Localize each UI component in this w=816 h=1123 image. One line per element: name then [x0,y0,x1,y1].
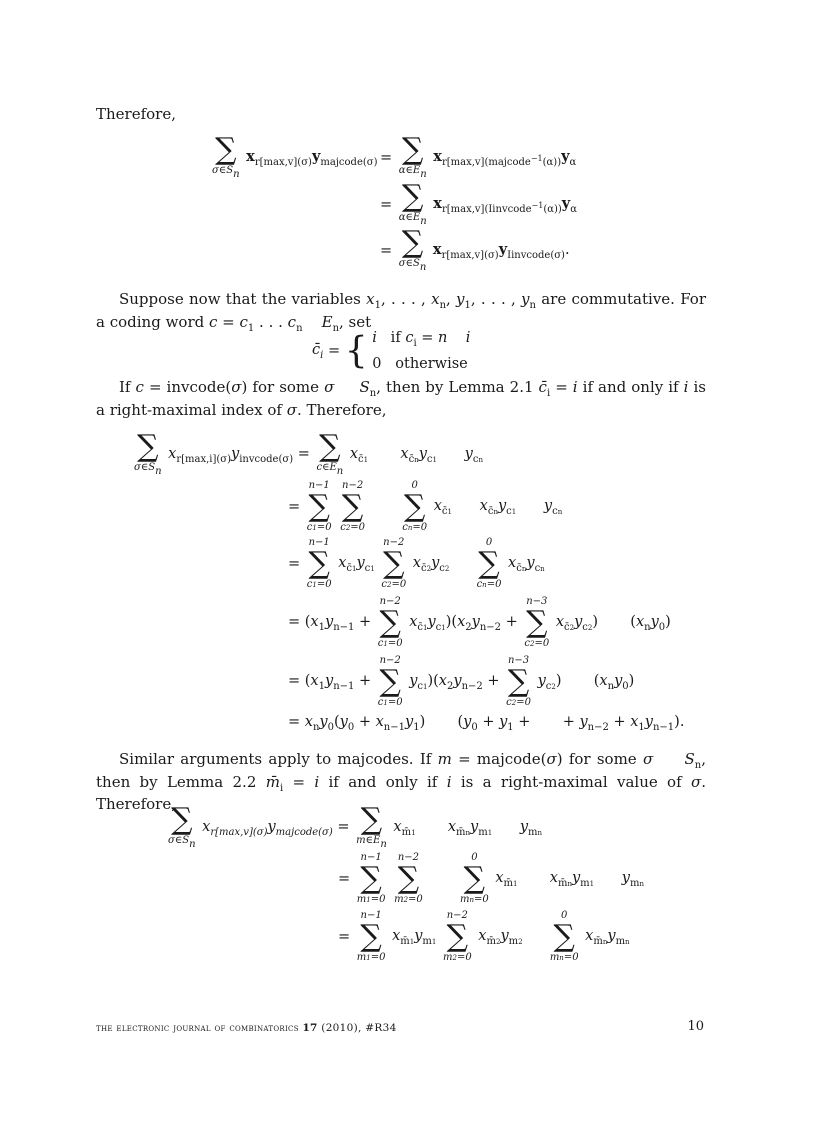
eq3-line1: ∑ σ∈Sn $x_{r[max,v](\sigma)}y_{majcode(\sigma)}$ = ∑ m∈En $x_{m̄1}$ $x_{m̄n}y_{m1}$ $y_{mn}$ [168,802,543,850]
paragraph-1: Suppose now that the variables $x_1$, . . . , $x_n$, $y_1$, . . . , $y_n$ are commutative. For a coding word $c = c_1$ . . . $c_n$ $E_n$, set [96,290,706,334]
eq1-line2: = ∑ α∈En $x_{r[max,v](Iinvcode^{-1}(\alpha))}y_\alpha$ [380,179,577,227]
case-2: 0 otherwise [372,356,468,372]
eq2-line6: = $x_ny_0(y_0 + x_{n-1}y_1)$ ($y_0 + y_1$ + + $y_{n-2} + x_1y_{n-1}$). [288,714,685,733]
journal-volume: 17 [302,1022,318,1034]
eq2-line5: = ($x_1y_{n-1}$ + n−2 ∑ c1=0 $y_{c1})(x_2y_{n-2}$ + n−3 ∑ c2=0 $y_{c2}$) $(x_ny_0)$ [288,655,635,708]
journal-footer [96,1022,397,1034]
intro-text: Therefore, [96,105,176,123]
eq3-line2: = n−1 ∑ m1=0 n−2 ∑ m2=0 0 ∑ mn=0 $x_{m̄1}$ $x_{m̄n}y_{m1}$ $y_{mn}$ [338,852,644,905]
eq3-line3: = n−1 ∑ m1=0 $x_{m̄1}y_{m1}$ n−2 ∑ m2=0 $x_{m̄2}y_{m2}$ 0 ∑ mn=0 $x_{m̄n}y_{mn}$ [338,910,630,963]
eq1-line1: ∑ σ∈Sn $x_{r[max,v](\sigma)}y_{majcode(\sigma)}$ [212,132,378,180]
cases-definition: $c̄_i$ = { i if $c_i = n$ i 0 otherwise [312,330,471,372]
page-number: 10 [687,1019,704,1034]
eq2-line4: = ($x_1y_{n-1}$ + n−2 ∑ c1=0 $x_{c̄1}y_{c1})(x_2y_{n-2}$ + n−3 ∑ c2=0 $x_{c̄2}y_{c2}$) $(x_ny_0)$ [288,596,671,649]
journal-name: the electronic journal of combinatorics [96,1022,299,1034]
journal-year-issue: (2010), #R34 [321,1022,397,1034]
case-1: i if $c_i = n$ i [372,330,471,349]
eq2-line3: = n−1 ∑ c1=0 $x_{c̄1}y_{c1}$ n−2 ∑ c2=0 $x_{c̄2}y_{c2}$ 0 ∑ cn=0 $x_{c̄n}y_{cn}$ [288,537,545,590]
paragraph-3: Similar arguments apply to majcodes. If m = majcode(σ) for some σ $S_n$, then by Lemma 2.2 $m̄_i = i$ if and only if i is a right-maximal value of σ. Therefore, [96,750,707,813]
eq1-line1-right: = ∑ α∈En $x_{r[max,v](majcode^{-1}(\alpha))}y_\alpha$ [380,132,577,180]
eq2-line1: ∑ σ∈Sn $x_{r[max,i](\sigma)}y_{invcode(\sigma)}$ = ∑ c∈En $x_{c̄1}$ $x_{c̄n}y_{c1}$ $y_{cn}$ [134,429,483,477]
eq2-line2: = n−1 ∑ c1=0 n−2 ∑ c2=0 0 ∑ cn=0 $x_{c̄1}$ $x_{c̄n}y_{c1}$ $y_{cn}$ [288,480,563,533]
eq1-line3: = ∑ σ∈Sn $x_{r[max,v](\sigma)}y_{Iinvcode(\sigma)}$. [380,225,570,273]
paragraph-2: If c = invcode(σ) for some σ $S_n$, then by Lemma 2.1 $c̄_i = i$ if and only if i is a right-maximal index of σ. Therefore, [96,378,706,419]
